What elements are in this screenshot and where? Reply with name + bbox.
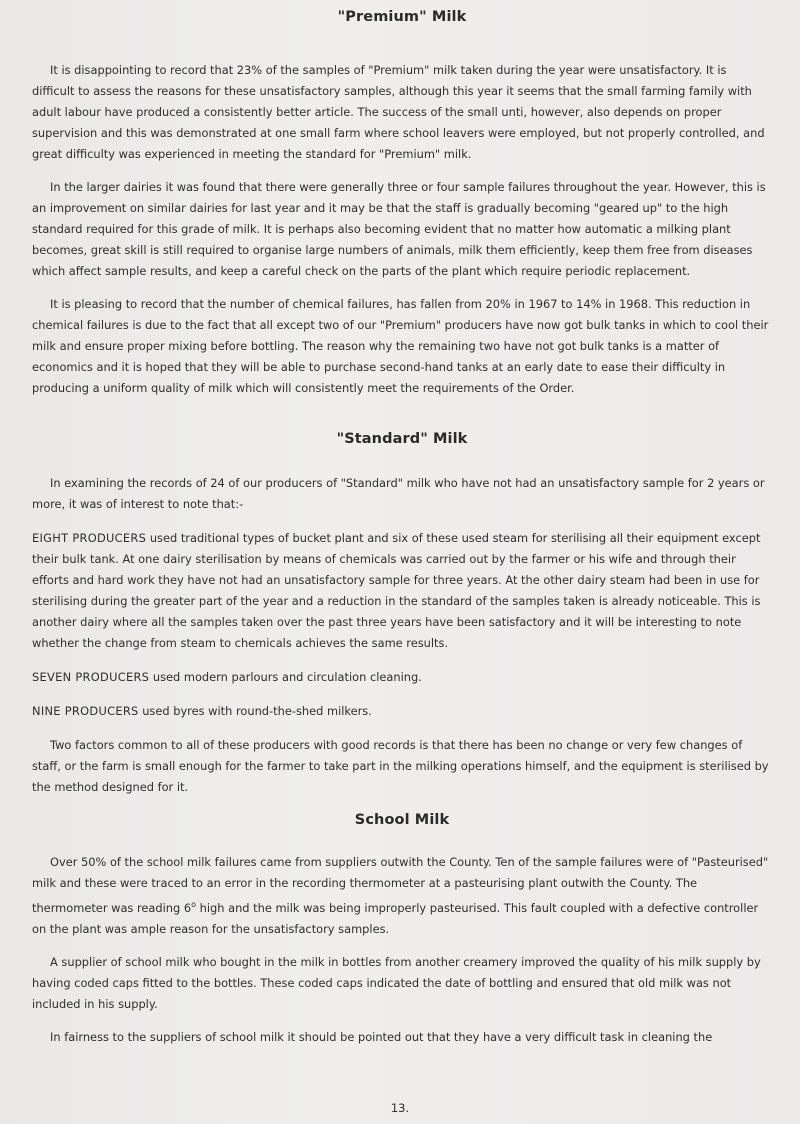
school-paragraph-1-end: high and the milk was being improperly pasteurised. This fault coupled with a defective controller on the plant was ample reason for the unsatisfactory samples.	[32, 900, 759, 936]
nine-producers-text: used byres with round-the-shed milkers.	[142, 704, 372, 718]
school-milk-section	[32, 852, 772, 1048]
standard-milk-section	[32, 473, 772, 798]
nine-producers-paragraph	[32, 701, 772, 722]
school-milk-heading: School Milk	[354, 812, 450, 828]
school-paragraph-3: In fairness to the suppliers of school milk it should be pointed out that they have a very difficult task in cleaning the	[50, 1029, 713, 1044]
school-paragraph-1	[32, 852, 772, 940]
premium-milk-heading: "Premium" Milk	[337, 9, 467, 25]
eight-producers-lead: EIGHT PRODUCERS	[32, 531, 147, 545]
eight-producers-paragraph	[32, 528, 772, 654]
seven-producers-text: used modern parlours and circulation cleaning.	[152, 670, 422, 684]
school-paragraph-2: A supplier of school milk who bought in the milk in bottles from another creamery improved the quality of his milk supply by having coded caps fitted to the bottles. These coded caps indicated the date of bottling and ensured that old milk was not included in his supply.	[32, 954, 761, 1011]
standard-intro: In examining the records of 24 of our producers of "Standard" milk who have not had an unsatisfactory sample for 2 years or more, it was of interest to note that:-	[32, 476, 765, 511]
page-number: 13.	[390, 1101, 410, 1115]
premium-milk-section	[32, 60, 772, 399]
seven-producers-paragraph	[32, 667, 772, 688]
school-paragraph-1-start: Over 50% of the school milk failures came from suppliers outwith the County. Ten of the sample failures were of "Pasteurised" milk and these were traced to an error in the recording thermometer at a pasteurising plant outwith the County. The thermometer was reading 6	[32, 855, 769, 915]
premium-paragraph-3: It is pleasing to record that the number of chemical failures, has fallen from 20% in 1967 to 14% in 1968. This reduction in chemical failures is due to the fact that all except two of our "Premium" producers have now got bulk tanks in which to cool their milk and ensure proper mixing before bottling. The reason why the remaining two have not got bulk tanks is a matter of economics and it is hoped that they will be able to purchase second-hand tanks at an early date to ease their difficulty in producing a uniform quality of milk which will consistently meet the requirements of the Order.	[32, 297, 769, 395]
standard-closing-paragraph: Two factors common to all of these producers with good records is that there has been no change or very few changes of staff, or the farm is small enough for the farmer to take part in the milking operations himself, and the equipment is sterilised by the method designed for it.	[32, 738, 769, 794]
nine-producers-lead: NINE PRODUCERS	[32, 704, 139, 718]
premium-paragraph-2: In the larger dairies it was found that there were generally three or four sample failures throughout the year. However, this is an improvement on similar dairies for last year and it may be that the staff is gradually becoming "geared up" to the high standard required for this grade of milk. It is perhaps also becoming evident that no matter how automatic a milking plant becomes, great skill is still required to organise large numbers of animals, milk them efficiently, keep them free from diseases which affect sample results, and keep a careful check on the parts of the plant which require periodic replacement.	[32, 180, 766, 278]
premium-paragraph-1: It is disappointing to record that 23% of the samples of "Premium" milk taken during the year were unsatisfactory. It is difficult to assess the reasons for these unsatisfactory samples, although this year it seems that the small farming family with adult labour have produced a consistently better article. The success of the small unti, however, also depends on proper supervision and this was demonstrated at one small farm where school leavers were employed, but not properly controlled, and great difficulty was experienced in meeting the standard for "Premium" milk.	[32, 63, 765, 161]
seven-producers-lead: SEVEN PRODUCERS	[32, 670, 150, 684]
degree-symbol: o	[191, 900, 197, 909]
eight-producers-text: used traditional types of bucket plant and six of these used steam for sterilising all their equipment except their bulk tank. At one dairy sterilisation by means of chemicals was carried out by the farmer or his wife and through their efforts and hard work they have not had an unsatisfactory sample for three years. At the other dairy steam had been in use for sterilising during the greater part of the year and a reduction in the standard of the samples taken is already noticeable. This is another dairy where all the samples taken over the past three years have been satisfactory and it will be interesting to note whether the change from steam to chemicals achieves the same results.	[32, 531, 761, 650]
standard-milk-heading: "Standard" Milk	[336, 431, 468, 447]
